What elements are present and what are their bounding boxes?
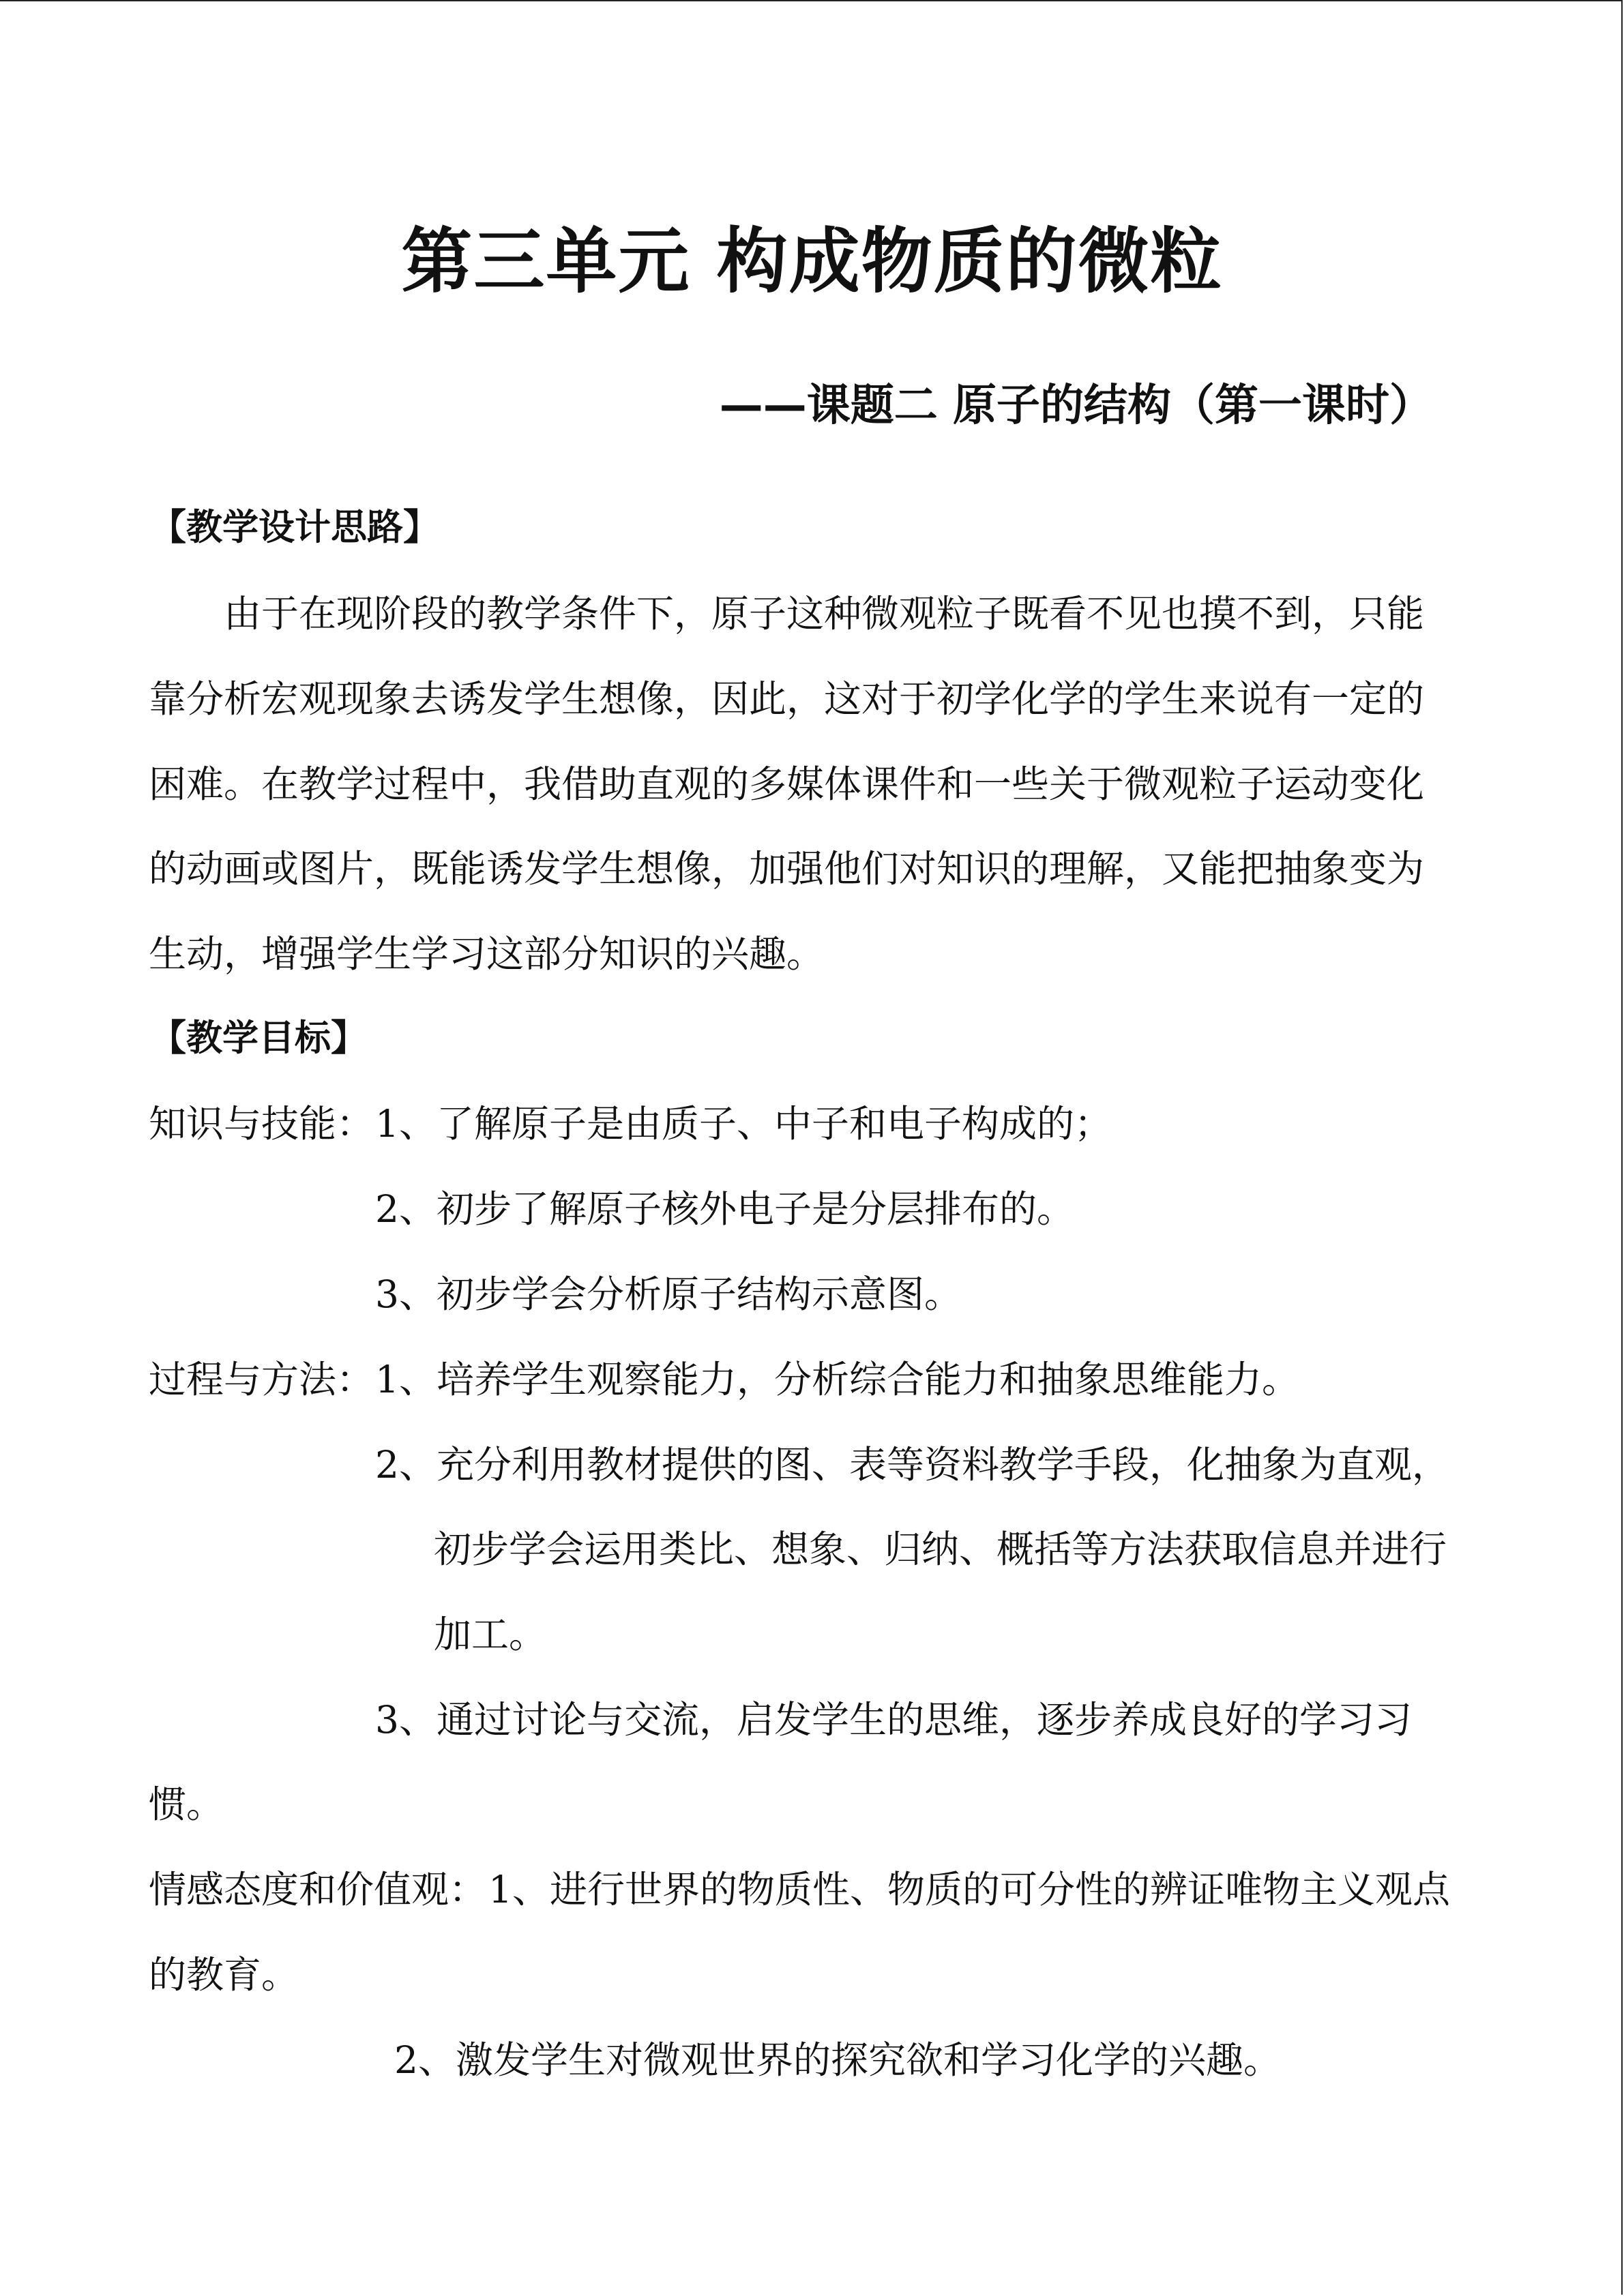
process-goal-item: 加工。 [434, 1613, 547, 1656]
document-title: 第三单元 构成物质的微粒 [401, 220, 1223, 303]
emotion-label: 情感态度和价值观： [149, 1868, 487, 1911]
knowledge-label: 知识与技能： [149, 1102, 374, 1146]
design-paragraph-line: 困难。在教学过程中，我借助直观的多媒体课件和一些关于微观粒子运动变化 [149, 762, 1425, 806]
process-goal-item: 初步学会运用类比、想象、归纳、概括等方法获取信息并进行 [434, 1527, 1447, 1571]
process-label: 过程与方法： [149, 1358, 374, 1401]
design-paragraph-line: 由于在现阶段的教学条件下，原子这种微观粒子既看不见也摸不到，只能 [224, 592, 1425, 636]
knowledge-goal-item: 1、了解原子是由质子、中子和电子构成的； [375, 1102, 1112, 1146]
knowledge-goal-item: 2、初步了解原子核外电子是分层排布的。 [375, 1187, 1074, 1231]
process-goal-item: 2、充分利用教材提供的图、表等资料教学手段，化抽象为直观， [375, 1443, 1449, 1487]
emotion-goal-item: 的教育。 [149, 1953, 299, 1997]
emotion-goal-item: 1、进行世界的物质性、物质的可分性的辨证唯物主义观点 [488, 1868, 1450, 1911]
emotion-goal-item: 2、激发学生对微观世界的探究欲和学习化学的兴趣。 [394, 2038, 1281, 2082]
goals-section-heading: 【教学目标】 [150, 1017, 367, 1059]
design-section-heading: 【教学设计思路】 [150, 507, 439, 548]
design-paragraph-line: 的动画或图片，既能诱发学生想像，加强他们对知识的理解，又能把抽象变为 [149, 847, 1425, 891]
knowledge-goal-item: 3、初步学会分析原子结构示意图。 [375, 1272, 962, 1316]
process-goal-item: 惯。 [149, 1783, 224, 1826]
design-paragraph-line: 生动，增强学生学习这部分知识的兴趣。 [149, 932, 825, 976]
document-subtitle: ——课题二 原子的结构（第一课时） [719, 381, 1433, 431]
process-goal-item: 1、培养学生观察能力，分析综合能力和抽象思维能力。 [375, 1358, 1299, 1401]
process-goal-item: 3、通过讨论与交流，启发学生的思维，逐步养成良好的学习习 [375, 1698, 1412, 1742]
design-paragraph-line: 靠分析宏观现象去诱发学生想像，因此，这对于初学化学的学生来说有一定的 [149, 677, 1425, 721]
